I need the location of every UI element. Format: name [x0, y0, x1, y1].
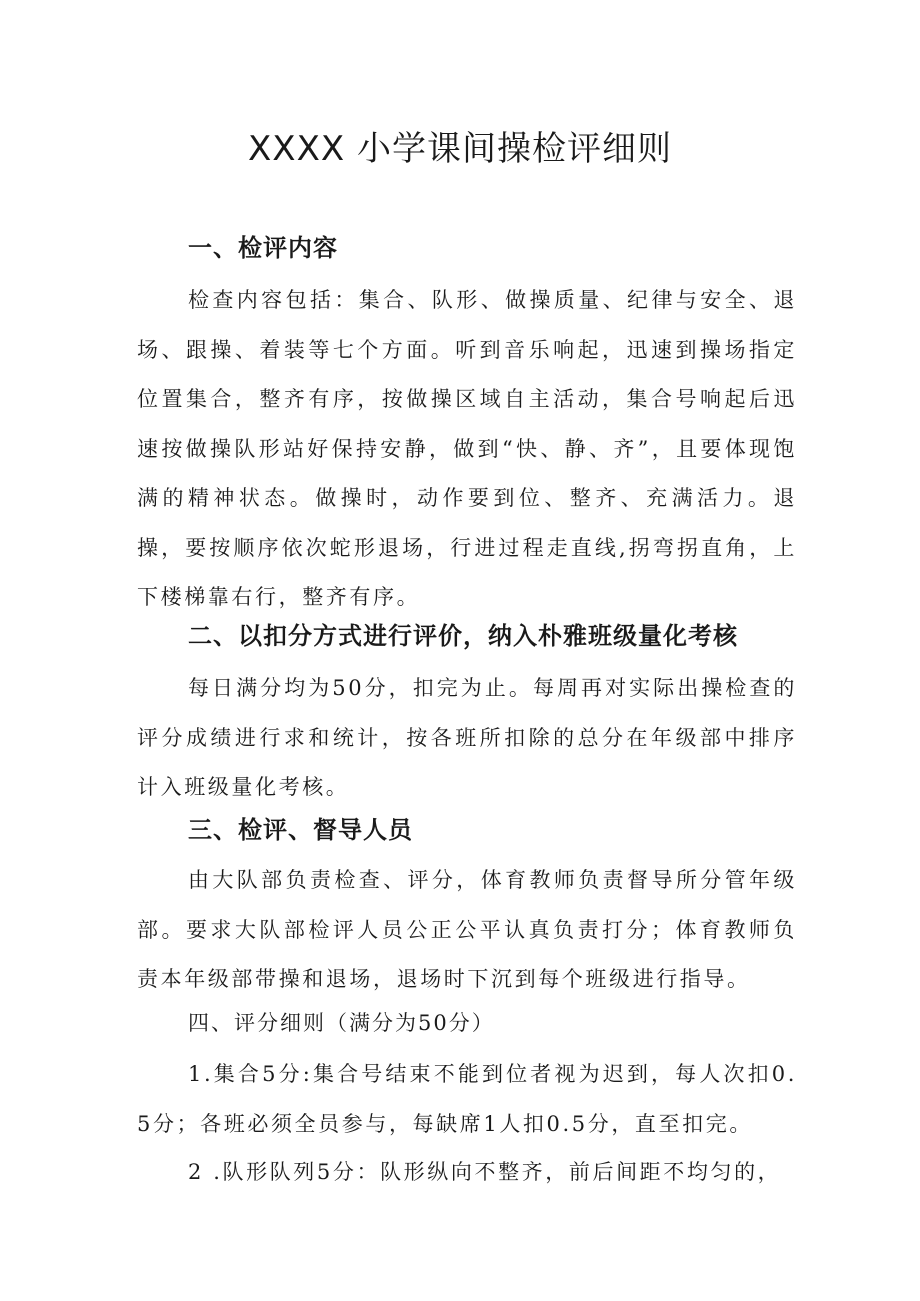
- section-3-paragraph: 由大队部负责检查、评分，体育教师负责督导所分管年级部。要求大队部检评人员公正公平认真负责打分；体育教师负责本年级部带操和退场，退场时下沉到每个班级进行指导。: [137, 868, 797, 991]
- section-heading-2: 二、以扣分方式进行评价，纳入朴雅班级量化考核: [188, 622, 738, 650]
- section-1-paragraph: 检查内容包括：集合、队形、做操质量、纪律与安全、退场、跟操、着装等七个方面。听到音乐响起，迅速到操场指定位置集合，整齐有序，按做操区域自主活动，集合号响起后迅速按做操队形站好保持安静，做到“快、静、齐”，且要体现饱满的精神状态。做操时，动作要到位、整齐、充满活力。退操，要按顺序依次蛇形退场，行进过程走直线,拐弯拐直角，上下楼梯靠右行，整齐有序。: [137, 288, 797, 609]
- section-heading-3: 三、检评、督导人员: [188, 816, 413, 844]
- section-heading-1: 一、检评内容: [188, 234, 338, 262]
- page-title: XXXX 小学课间操检评细则: [248, 129, 672, 169]
- section-2-paragraph: 每日满分均为50分，扣完为止。每周再对实际出操检查的评分成绩进行求和统计，按各班所扣除的总分在年级部中排序计入班级量化考核。: [137, 676, 797, 799]
- section-heading-4: 四、评分细则（满分为50分）: [188, 1011, 495, 1035]
- section-4-item-1: 1.集合5分:集合号结束不能到位者视为迟到，每人次扣0.5分；各班必须全员参与，每缺席1人扣0.5分，直至扣完。: [137, 1062, 797, 1136]
- section-4-item-2: 2 .队形队列5分：队形纵向不整齐，前后间距不均匀的，: [188, 1160, 782, 1184]
